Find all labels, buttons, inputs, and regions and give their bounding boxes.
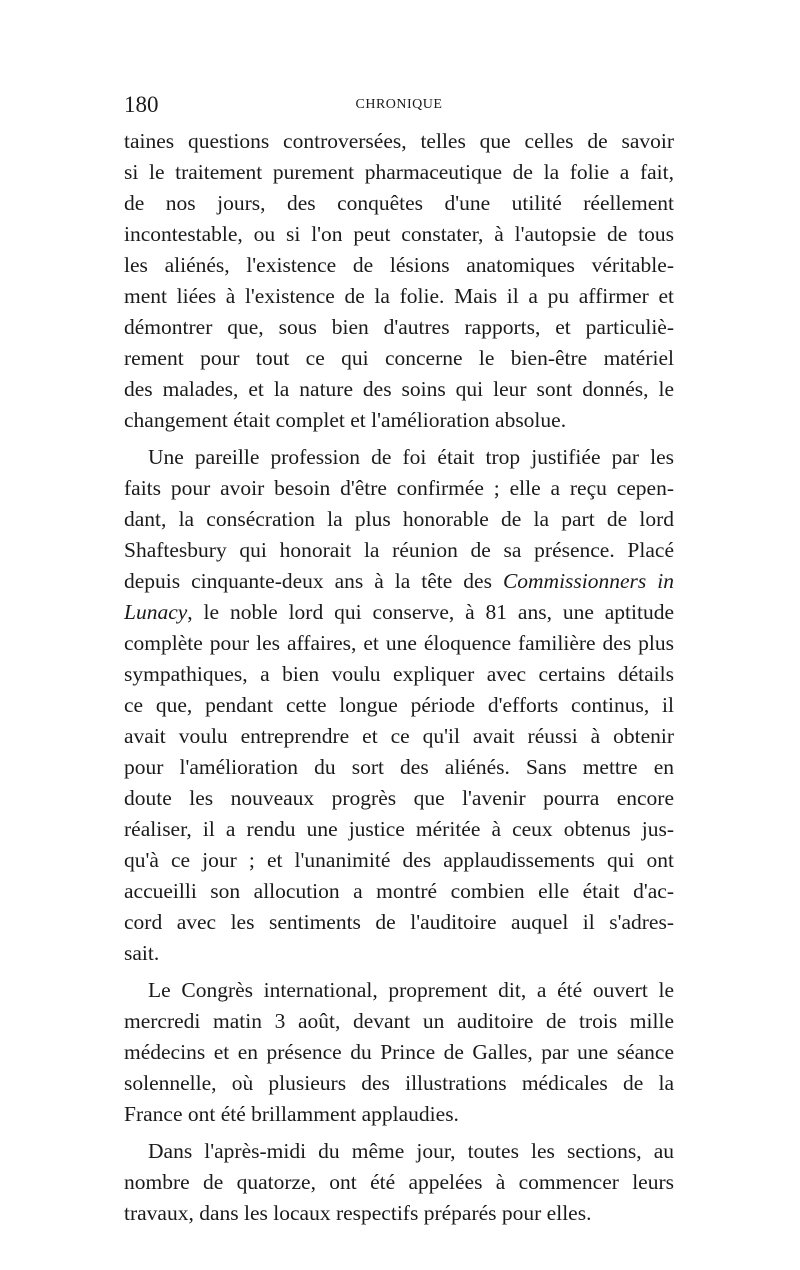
- text-line: médecins et en présence du Prince de Galles, par une séance: [124, 1040, 674, 1064]
- text-line: Le Congrès international, proprement dit, a été ouvert le: [148, 978, 674, 1002]
- page-body: [124, 126, 674, 1229]
- text-line: France ont été brillamment applaudies.: [124, 1102, 459, 1126]
- paragraph-1: [124, 126, 674, 436]
- italic-title: Lunacy: [124, 600, 188, 624]
- text-line: doute les nouveaux progrès que l'avenir pourra encore: [124, 786, 674, 810]
- text-line: travaux, dans les locaux respectifs préparés pour elles.: [124, 1201, 592, 1225]
- text-line: Une pareille profession de foi était trop justifiée par les: [148, 445, 674, 469]
- paragraph-2: [124, 442, 674, 969]
- text-segment: depuis cinquante-deux ans à la tête des: [124, 569, 503, 593]
- text-line: si le traitement purement pharmaceutique de la folie a fait,: [124, 160, 674, 184]
- text-line: accueilli son allocution a montré combien elle était d'ac-: [124, 879, 674, 903]
- paragraph-3: [124, 975, 674, 1130]
- text-segment: , le noble lord qui conserve, à 81 ans, une aptitude: [187, 600, 674, 624]
- text-line: Dans l'après-midi du même jour, toutes les sections, au: [148, 1139, 674, 1163]
- text-line: changement était complet et l'amélioration absolue.: [124, 408, 567, 432]
- text-line: complète pour les affaires, et une éloquence familière des plus: [124, 631, 674, 655]
- italic-title: Commissionners in: [502, 569, 674, 593]
- text-line: réaliser, il a rendu une justice méritée à ceux obtenus jus-: [124, 817, 674, 841]
- page-header: [124, 92, 674, 118]
- text-line: de nos jours, des conquêtes d'une utilité réellement: [124, 191, 674, 215]
- text-line: nombre de quatorze, ont été appelées à commencer leurs: [124, 1170, 674, 1194]
- text-line: dant, la consécration la plus honorable de la part de lord: [124, 507, 674, 531]
- text-line: rement pour tout ce qui concerne le bien-être matériel: [124, 346, 674, 370]
- page-number: 180: [124, 92, 159, 117]
- text-line: sympathiques, a bien voulu expliquer avec certains détails: [124, 662, 674, 686]
- text-line: taines questions controversées, telles que celles de savoir: [124, 129, 674, 153]
- text-line: ce que, pendant cette longue période d'efforts continus, il: [124, 693, 674, 717]
- text-line: [124, 597, 674, 628]
- text-line: Shaftesbury qui honorait la réunion de sa présence. Placé: [124, 538, 674, 562]
- text-line: ment liées à l'existence de la folie. Mais il a pu affirmer et: [124, 284, 674, 308]
- text-line: solennelle, où plusieurs des illustrations médicales de la: [124, 1071, 674, 1095]
- text-line: faits pour avoir besoin d'être confirmée ; elle a reçu cepen-: [124, 476, 674, 500]
- text-line: mercredi matin 3 août, devant un auditoire de trois mille: [124, 1009, 674, 1033]
- text-line: des malades, et la nature des soins qui leur sont donnés, le: [124, 377, 674, 401]
- text-line: avait voulu entreprendre et ce qu'il avait réussi à obtenir: [124, 724, 674, 748]
- text-line: cord avec les sentiments de l'auditoire auquel il s'adres-: [124, 910, 674, 934]
- running-head: CHRONIQUE: [355, 97, 443, 112]
- text-line: qu'à ce jour ; et l'unanimité des applaudissements qui ont: [124, 848, 674, 872]
- paragraph-4: [124, 1136, 674, 1229]
- text-line: sait.: [124, 941, 160, 965]
- text-line: [124, 566, 674, 597]
- text-line: démontrer que, sous bien d'autres rapports, et particuliè-: [124, 315, 674, 339]
- text-line: incontestable, ou si l'on peut constater, à l'autopsie de tous: [124, 222, 674, 246]
- text-line: les aliénés, l'existence de lésions anatomiques véritable-: [124, 253, 674, 277]
- text-line: pour l'amélioration du sort des aliénés. Sans mettre en: [124, 755, 674, 779]
